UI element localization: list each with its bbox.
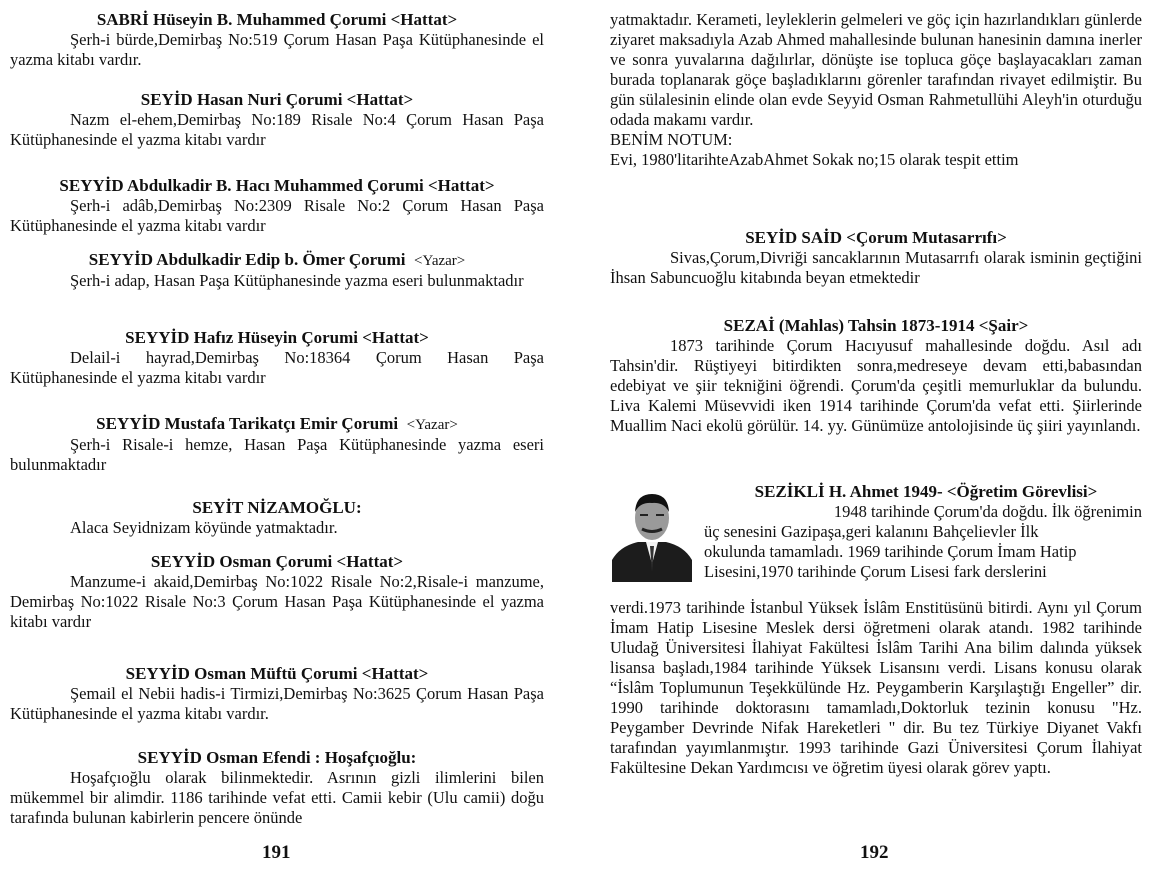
- entry-abdulkadir-haci: [10, 176, 544, 236]
- entry-seyit-nizamoglu: [10, 498, 544, 538]
- continuation-block: [610, 10, 1142, 170]
- entry-title: SEYİD Hasan Nuri Çorumi <Hattat>: [140, 90, 414, 109]
- wrapped-line: 1948 tarihinde Çorum'da doğdu. İlk öğrenimin: [833, 502, 1142, 521]
- entry-title: SEYYİD Osman Çorumi <Hattat>: [150, 552, 404, 571]
- entry-text: Delail-i hayrad,Demirbaş No:18364 Çorum Hasan Paşa Kütüphanesinde el yazma kitabı vardır: [10, 348, 544, 387]
- entry-mustafa: [10, 414, 544, 475]
- wrapped-line: okulunda tamamladı. 1969 tarihinde Çorum İmam Hatip: [704, 542, 1077, 561]
- entry-text: Şerh-i bürde,Demirbaş No:519 Çorum Hasan Paşa Kütüphanesinde el yazma kitabı vardır.: [10, 30, 544, 69]
- entry-title: SEYYİD Hafız Hüseyin Çorumi <Hattat>: [125, 328, 429, 347]
- entry-text: verdi.1973 tarihinde İstanbul Yüksek İslâm Enstitüsünü bitirdi. Aynı yıl Çorum İmam Hatip Lisesine Meslek dersi öğretmeni olarak atandı. 1982 tarihinde Uludağ Üniversitesi İlahiyat Fakültesi İslâm Tarihi Ana bilim dalında yüksek lisansa başladı,1984 tarihinde Yüksek Lisansını verdi. Lisans konusu olarak “İslâm Toplumunun Teşekkülünde Hz. Peygamberin Karşılaştığı Engeller” dir. 1990 tarihinde doktorasını tamamladı,Doktorluk tezinin konusu "Hz. Peygamber Devrinde Nifak Hareketleri " dir. Bu tez Türkiye Diyanet Vakfı tarafından yayımlanmıştır. 1993 tarihinde Gazi Üniversitesi Çorum İlahiyat Fakültesine Dekan Yardımcısı ve öğretim üyesi olarak görev yaptı.: [610, 598, 1142, 777]
- entry-text: Nazm el-ehem,Demirbaş No:189 Risale No:4 Çorum Hasan Paşa Kütüphanesinde el yazma kitabı vardır: [10, 110, 544, 149]
- entry-text: Sivas,Çorum,Divriği sancaklarının Mutasarrıfı olarak isminin geçtiğini İhsan Sabuncuoğlu kitabında beyan etmektedir: [610, 248, 1142, 287]
- portrait-photo: [610, 482, 694, 582]
- entry-title: SEYİD SAİD <Çorum Mutasarrıfı>: [745, 228, 1007, 247]
- portrait-photo-graphic: [610, 482, 694, 582]
- continuation-text: yatmaktadır. Kerameti, leyleklerin gelmeleri ve göç için hazırlandıkları günlerde ziyaret maksadıyla Azab Ahmed mahallesinde bulunan hanesinin damına inerler ve sonra yuvalarına dağılırlar, dönüşte ise topluca göçe başlayacakları zaman burada toplanarak göçe başladıklarını görenler tarafından rivayet edilmiştir. Bu gün sülalesinin elinde olan evde Seyyid Osman Rahmetullühi Aleyh'in oturduğu odada makamı vardır.: [610, 10, 1142, 129]
- wrapped-line: üç senesini Gazipaşa,geri kalanını Bahçelievler İlk: [704, 522, 1039, 541]
- entry-sabri: [10, 10, 544, 70]
- entry-text: Şemail el Nebii hadis-i Tirmizi,Demirbaş No:3625 Çorum Hasan Paşa Kütüphanesinde el yazma kitabı vardır.: [10, 684, 544, 723]
- entry-title: SEYYİD Osman Müftü Çorumi <Hattat>: [125, 664, 429, 683]
- wrapped-line: Lisesini,1970 tarihinde Çorum Lisesi fark derslerini: [704, 562, 1047, 581]
- entry-text: Hoşafçıoğlu olarak bilinmektedir. Asrının gizli ilimlerini bilen mükemmel bir alimdir. 1186 tarihinde vefat etti. Camii kebir (Ulu camii) doğu tarafında bulunan kabirlerin pencere önünde: [10, 768, 544, 827]
- entry-text: Manzume-i akaid,Demirbaş No:1022 Risale No:2,Risale-i manzume, Demirbaş No:1022 Risale No:3 Çorum Hasan Paşa Kütüphanesinde el yazma kitabı vardır: [10, 572, 544, 631]
- note-text: Evi, 1980'litarihteAzabAhmet Sokak no;15 olarak tespit ettim: [610, 150, 1019, 169]
- entry-title: SEYYİD Mustafa Tarikatçı Emir Çorumi <Yazar>: [96, 414, 458, 433]
- entry-text: Şerh-i adap, Hasan Paşa Kütüphanesinde yazma eseri bulunmaktadır: [70, 271, 524, 290]
- entry-text: Şerh-i adâb,Demirbaş No:2309 Risale No:2 Çorum Hasan Paşa Kütüphanesinde el yazma kitabı vardır: [10, 196, 544, 235]
- entry-title: SEYİT NİZAMOĞLU:: [192, 498, 362, 517]
- entry-abdulkadir-edip: [10, 250, 544, 291]
- entry-title: SEYYİD Abdulkadir B. Hacı Muhammed Çorumi <Hattat>: [59, 176, 495, 195]
- entry-title: SEZAİ (Mahlas) Tahsin 1873-1914 <Şair>: [723, 316, 1029, 335]
- entry-title: SABRİ Hüseyin B. Muhammed Çorumi <Hattat>: [96, 10, 458, 29]
- entry-text: 1873 tarihinde Çorum Hacıyusuf mahallesinde doğdu. Asıl adı Tahsin'dir. Rüştiyeyi bitirdikten sonra,medreseye devam etti,babasından edebiyat ve şiir tekniğini öğrendi. Çorum'da çeşitli memurluklar da bulundu. Liva Kalemi Müsevvidi iken 1914 tarihinde Çorum'da vefat etti. Şiirlerinde Muallim Naci ekolü görülür. 14. yy. Günümüze antolojisinde üç şiiri yayınlandı.: [610, 336, 1142, 435]
- note-label: BENİM NOTUM:: [610, 130, 733, 149]
- page-number: 191: [262, 842, 291, 863]
- entry-title-sezikli: SEZİKLİ H. Ahmet 1949- <Öğretim Görevlisi>: [754, 482, 1098, 501]
- page-number: 192: [860, 842, 889, 863]
- entry-osman-muftu: [10, 664, 544, 724]
- entry-hafiz-huseyin: [10, 328, 544, 388]
- entry-osman-efendi: [10, 748, 544, 828]
- entry-osman-corumi: [10, 552, 544, 632]
- entry-title: SEYYİD Abdulkadir Edip b. Ömer Çorumi <Yazar>: [88, 250, 466, 269]
- entry-text: Şerh-i Risale-i hemze, Hasan Paşa Kütüphanesinde yazma eseri bulunmaktadır: [10, 435, 544, 474]
- entry-title: SEYYİD Osman Efendi : Hoşafçıoğlu:: [137, 748, 417, 767]
- entry-sezai: [610, 316, 1142, 436]
- entry-seyid-hasan: [10, 90, 544, 150]
- entry-seyid-said: [610, 228, 1142, 288]
- entry-sezikli-rest: [610, 598, 1142, 778]
- entry-sezikli-wrapped: [704, 502, 1142, 582]
- entry-text: Alaca Seyidnizam köyünde yatmaktadır.: [70, 518, 338, 537]
